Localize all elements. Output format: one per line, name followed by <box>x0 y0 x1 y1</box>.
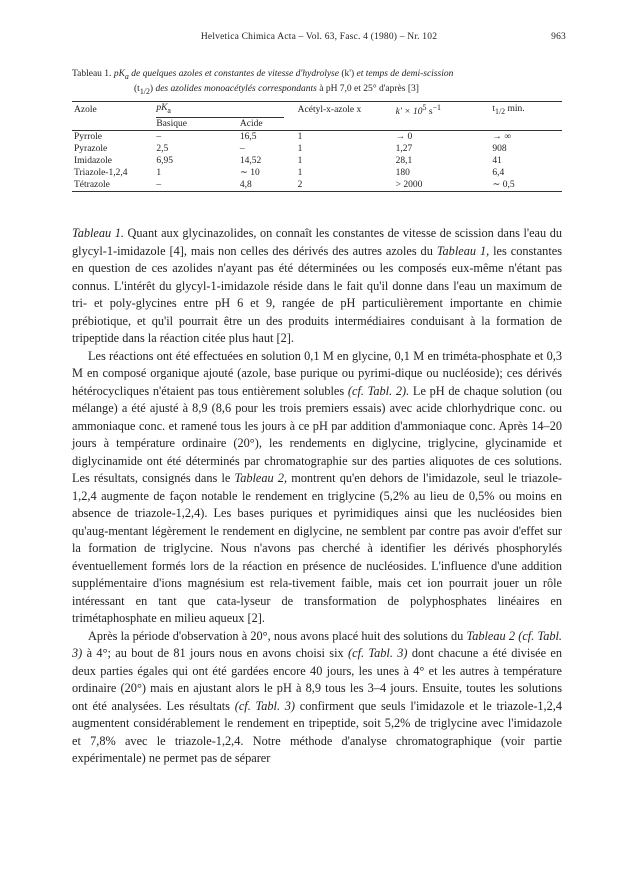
caption-pka-symbol: pK <box>113 69 125 79</box>
italic-run: Tableau 2 (cf. Tabl. 3) <box>72 628 562 660</box>
caption-text-4: à pH 7,0 et 25° d'après [3] <box>319 83 419 94</box>
text-run: dont chacune a été divisée en deux parties égales qui ont été gardées encore 40 jours, les unes à 4° et les autres à température ordinaire (20°) mais en ajustant alors le pH à 8,9 tous les 3–4 jours. Ensuite, toutes les solutions ont été analysées. Les résultats <box>72 646 563 713</box>
cell-k: 180 <box>395 168 410 179</box>
header-t-subscript: 1/2 <box>495 106 506 116</box>
italic-run: (cf. Tabl. 3) <box>348 646 408 660</box>
text-run: montrent qu'en dehors de l'imidazole, seul le triazole-1,2,4 augmente de façon notable le rendement en triglycine (5,2% au lieu de 0,5% ou moins en absence de triazole-1,2,4). Les bases puriques et pyrimidiques ainsi que les nucléosides bien qu'aug-mentant légèrement le rendement en diglycine, ne semblent par contre pas avoir d'effet sur la formation de triglycine. Nous n'avons pas cherché à identifier les dérivés phosphorylés éventuellement formés lors de la réaction en présence de nucléosides. L'influence d'une addition supplémentaire d'ions magnésium est rela-tivement faible, mais cet ion pourrait jouer un rôle intéressant en tant que cata-lyseur de transformation de polyphosphates linéaires en trimétaphosphate en milieu aqueux [2]. <box>72 471 562 625</box>
data-table <box>72 101 562 192</box>
cell-acide: 4,8 <box>238 179 296 192</box>
header-k-unit: s <box>428 107 433 118</box>
cell-basique: – <box>154 179 238 192</box>
caption-line-2 <box>72 83 552 98</box>
italic-run: Tableau 1, <box>436 243 490 258</box>
caption-k: (k') <box>341 69 355 79</box>
subheader-empty-4 <box>490 118 562 131</box>
cell-k: → 0 <box>395 132 413 143</box>
header-t <box>490 102 562 119</box>
cell-acetyl: 1 <box>297 144 303 155</box>
text-run: Le pH de chaque solution (ou mélange) a été ajusté à 8,9 (8,6 pour les trois premiers essais) avec acide chlorhydrique conc. ou ammoniaque conc. et ramené tous les jours à ce pH par addition d'ammoniaque conc. Après 14–20 jours à température ordinaire (20°), les rendements en diglycine, triglycine, glycinamide et diglycinamide ont été déterminés par chromatographie sur des parties aliquotes de ces solutions. Les résultats, consignés dans le <box>72 383 562 485</box>
body-text <box>72 225 562 768</box>
caption-t-subscript: 1/2 <box>139 86 150 96</box>
header-k <box>394 102 491 119</box>
caption-pka <box>114 69 129 79</box>
cell-acetyl: 2 <box>296 179 394 192</box>
cell-azole: Imidazole <box>74 156 112 167</box>
table-caption <box>72 68 552 98</box>
text-run: confirment que seuls l'imidazole et le triazole-1,2,4 augmentent considérablement le rendement en tripeptide, soit 5,2% de triglycine avec l'imidazole et 7,8% avec le triazole-1,2,4. Notre méthode d'analyse chromatographique (voir partie expérimentale) ne permet pas de séparer <box>72 698 563 765</box>
text-run: Les réactions ont été effectuées en solution 0,1 M en glycine, 0,1 M en triméta-phosphate et 0,3 M en composé organique ajouté (azole, base purique ou pyrimi-dique ou nucléoside); ces dérivés hétérocycliques n'étaient pas tous entièrement solubles <box>72 348 562 398</box>
cell-acide: 14,52 <box>239 156 262 167</box>
cell-azole: Triazole-1,2,4 <box>74 168 128 179</box>
header-k-unit-exponent: −1 <box>432 103 441 112</box>
caption-label: Tableau 1. <box>72 69 112 79</box>
table-row <box>72 155 562 167</box>
cell-k: 28,1 <box>395 156 413 167</box>
table-row <box>72 143 562 155</box>
caption-text-2: et temps de demi-scission <box>356 69 454 79</box>
cell-acetyl: 1 <box>297 156 303 167</box>
italic-run: Tableau 2, <box>234 471 288 485</box>
cell-acide: ∼ 10 <box>239 168 260 179</box>
cell-t: 41 <box>492 156 502 167</box>
cell-k: > 2000 <box>394 179 491 192</box>
table-row <box>72 131 562 144</box>
subheader-empty-2 <box>296 118 394 131</box>
header-t-unit: min. <box>507 103 525 114</box>
paragraph <box>72 225 562 348</box>
text-run: Après la période d'observation à 20°, nous avons placé huit des solutions du <box>88 628 467 643</box>
cell-basique: – <box>156 132 162 143</box>
table-row <box>72 179 562 192</box>
header-pka-rule <box>156 102 284 118</box>
header-pka <box>154 102 295 119</box>
italic-run: (cf. Tabl. 3) <box>234 698 296 713</box>
italic-run: (cf. Tabl. 2). <box>347 383 410 398</box>
cell-basique: 6,95 <box>156 156 173 167</box>
caption-t-open: (t <box>134 83 140 94</box>
cell-t: → ∞ <box>492 132 512 143</box>
caption-pka-subscript: a <box>124 71 129 81</box>
header-azole: Azole <box>72 102 154 119</box>
cell-t: 6,4 <box>492 168 505 179</box>
italic-run: Tableau 1. <box>72 226 124 240</box>
header-k-text: k' × 10 <box>395 107 423 118</box>
page-number: 963 <box>551 32 566 42</box>
header-pka-subscript: a <box>167 106 171 116</box>
header-k-exponent: 5 <box>422 103 427 112</box>
subheader-empty <box>72 118 154 131</box>
header-basique: Basique <box>154 118 238 131</box>
cell-t: ∼ 0,5 <box>490 179 562 192</box>
header-acetyl: Acétyl-x-azole x <box>296 102 394 119</box>
cell-acide: 16,5 <box>239 132 257 143</box>
cell-t: 908 <box>492 144 507 155</box>
header-pka-symbol: pK <box>156 103 168 114</box>
caption-line-1 <box>72 68 552 83</box>
subheader-empty-3 <box>394 118 491 131</box>
header-acide: Acide <box>238 118 296 131</box>
table-subheader-row <box>72 118 562 131</box>
caption-text-1: de quelques azoles et constantes de vitesse d'hydrolyse <box>131 69 339 79</box>
page-header <box>72 32 566 48</box>
paragraph <box>72 348 562 628</box>
text-run: Quant aux glycinazolides, on connaît les constantes de vitesse de scission dans l'eau du glycyl-1-imidazole [4], mais non celles des dérivés des autres azoles du <box>72 226 562 258</box>
text-run: les constantes en question de ces azolides n'ayant pas été déterminées ou les composés eux-même n'étant pas connus. L'intérêt du glycyl-1-imidazole réside dans le fait qu'il donne dans l'eau un maximum de tri- et poly-glycines entre pH 6 et 9, rangée de pH particulièrement importante en chimie prébiotique, et qu'il pourrait être un des produits intermédiaires conduisant à la formation de tripeptide dans la réaction citée plus haut [2]. <box>72 243 562 345</box>
cell-azole: Tétrazole <box>72 179 154 192</box>
caption-t <box>134 84 153 94</box>
cell-basique: 1 <box>156 168 162 179</box>
running-head: Helvetica Chimica Acta – Vol. 63, Fasc. 4 (1980) – Nr. 102 <box>200 32 438 42</box>
cell-acetyl: 1 <box>297 168 303 179</box>
header-t-symbol: t <box>492 103 496 114</box>
cell-azole: Pyrrole <box>74 132 102 143</box>
table-header-row <box>72 102 562 119</box>
text-run: à 4°; au bout de 81 jours nous en avons choisi six <box>82 646 349 660</box>
caption-t-close: ) <box>149 83 154 94</box>
cell-acide: – <box>239 144 245 155</box>
cell-azole: Pyrazole <box>74 144 108 155</box>
cell-k: 1,27 <box>395 144 413 155</box>
cell-acetyl: 1 <box>297 132 303 143</box>
cell-basique: 2,5 <box>156 144 169 155</box>
caption-text-3: des azolides monoacétylés correspondants <box>155 83 317 94</box>
paragraph <box>72 628 562 768</box>
table-row <box>72 167 562 179</box>
